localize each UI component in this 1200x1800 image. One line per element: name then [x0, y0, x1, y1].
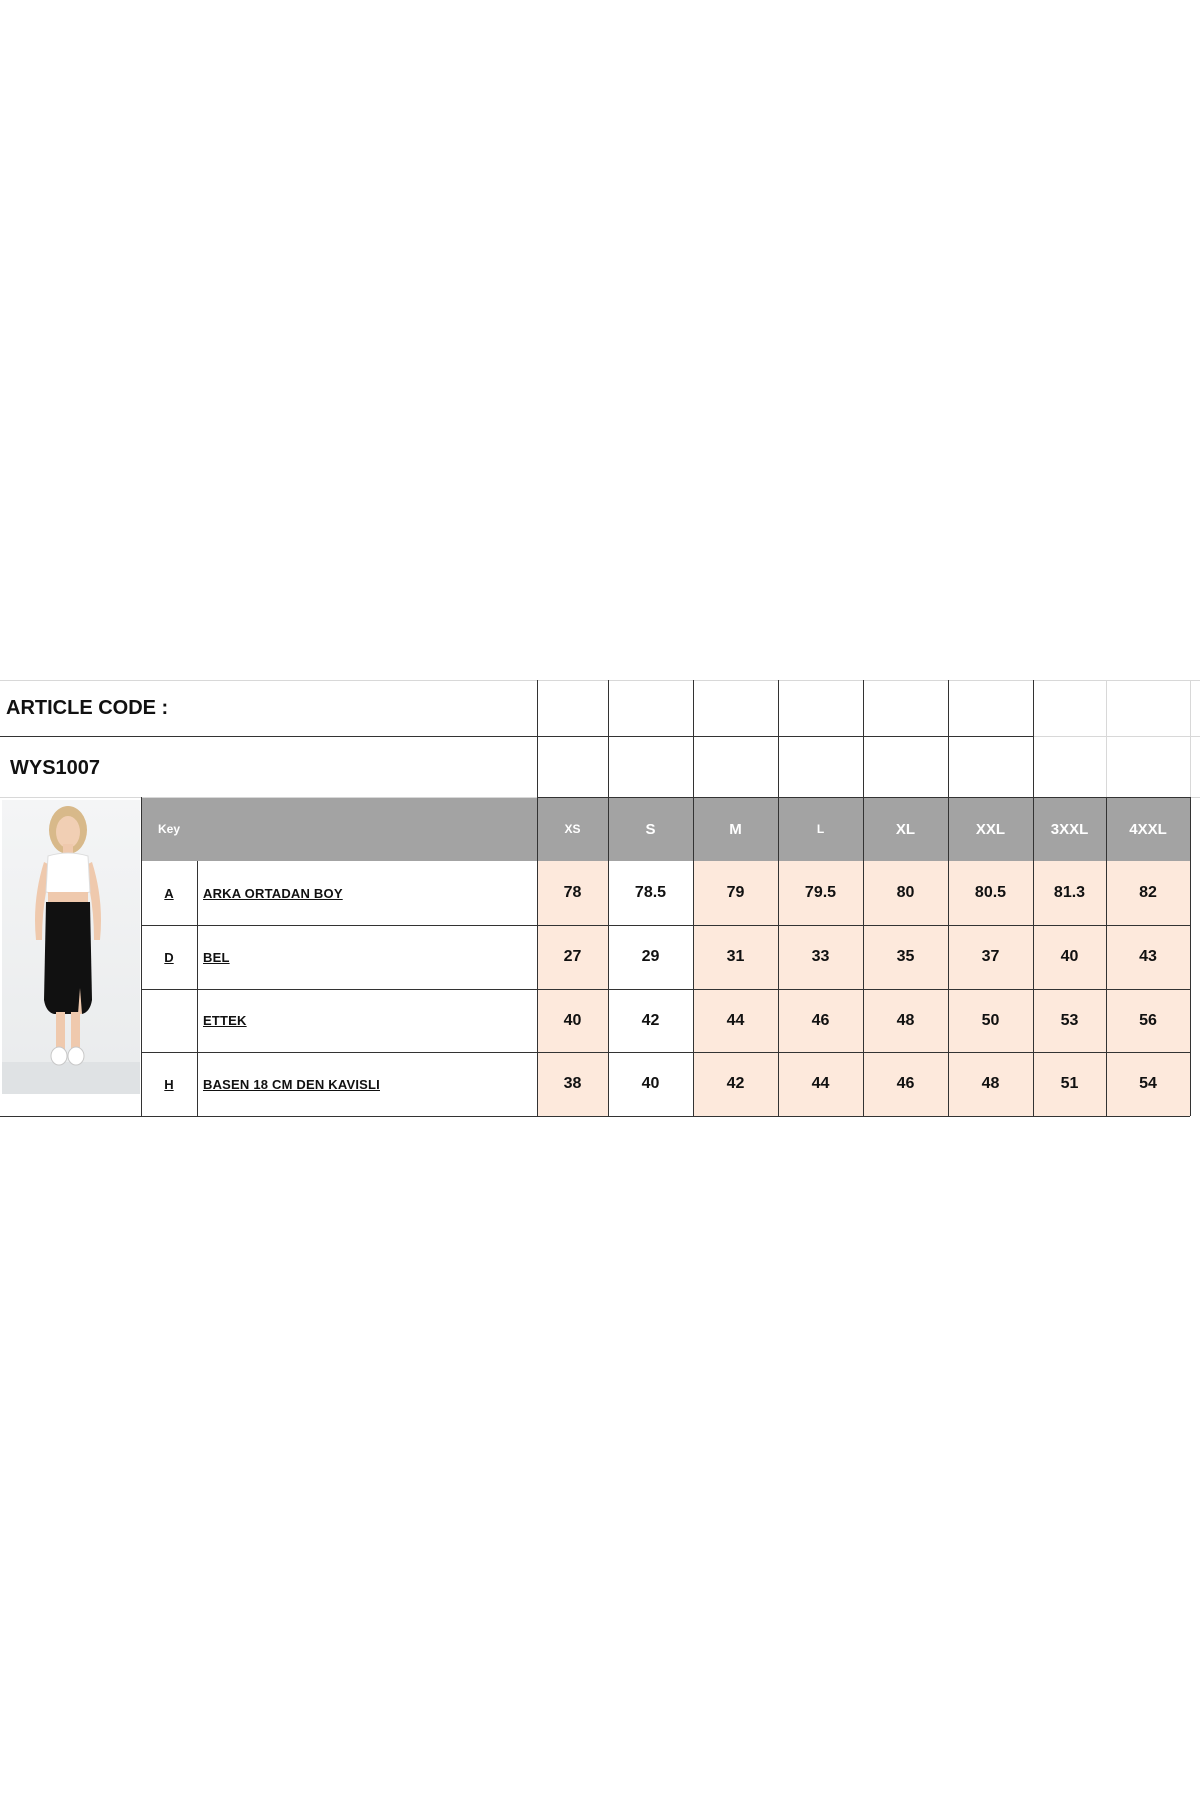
value-cell: 78.5 [608, 861, 693, 925]
grid-line [537, 797, 538, 1116]
value-cell: 40 [1033, 925, 1106, 989]
value-cell: 43 [1106, 925, 1190, 989]
grid-line [537, 736, 1033, 737]
grid-line [141, 1116, 1190, 1117]
grid-line [608, 680, 609, 797]
size-header-s: S [608, 797, 693, 861]
value-cell: 48 [863, 989, 948, 1052]
row-label: BEL [203, 949, 230, 965]
model-photo [2, 800, 140, 1094]
value-cell: 48 [948, 1052, 1033, 1116]
value-cell: 50 [948, 989, 1033, 1052]
value-cell: 81.3 [1033, 861, 1106, 925]
grid-line [1033, 680, 1034, 736]
measurement-column-header [197, 797, 537, 861]
value-cell: 40 [608, 1052, 693, 1116]
model-figure-icon [2, 800, 140, 1094]
value-cell: 51 [1033, 1052, 1106, 1116]
grid-line [141, 797, 142, 1116]
article-code-label: ARTICLE CODE : [6, 696, 169, 719]
grid-line [863, 797, 864, 1116]
value-cell: 80.5 [948, 861, 1033, 925]
row-key: D [164, 949, 174, 965]
value-cell: 38 [537, 1052, 608, 1116]
grid-line [778, 680, 779, 797]
value-cell: 35 [863, 925, 948, 989]
grid-line [693, 680, 694, 797]
grid-line [1033, 797, 1034, 1116]
grid-line [0, 680, 1200, 681]
size-header-m: M [693, 797, 778, 861]
grid-line [1106, 680, 1107, 797]
value-cell: 42 [693, 1052, 778, 1116]
value-cell: 44 [778, 1052, 863, 1116]
value-cell: 31 [693, 925, 778, 989]
row-key [141, 989, 197, 1052]
grid-line [1033, 736, 1200, 737]
value-cell: 40 [537, 989, 608, 1052]
grid-line [0, 736, 537, 737]
grid-line [0, 1116, 141, 1117]
grid-line [863, 680, 864, 797]
value-cell: 46 [863, 1052, 948, 1116]
value-cell: 78 [537, 861, 608, 925]
row-label: ETTEK [203, 1013, 247, 1028]
grid-line [948, 797, 949, 1116]
value-cell: 44 [693, 989, 778, 1052]
grid-line [197, 861, 198, 1116]
grid-line [778, 797, 779, 1116]
value-cell: 46 [778, 989, 863, 1052]
value-cell: 29 [608, 925, 693, 989]
value-cell: 79 [693, 861, 778, 925]
size-header-xxl: XXL [948, 797, 1033, 861]
grid-line [948, 680, 949, 797]
size-header-4xxl: 4XXL [1106, 797, 1190, 861]
grid-line [608, 797, 609, 1116]
value-cell: 27 [537, 925, 608, 989]
size-header-3xxl: 3XXL [1033, 797, 1106, 861]
grid-line [1190, 797, 1191, 1116]
value-cell: 79.5 [778, 861, 863, 925]
row-label: BASEN 18 CM DEN KAVISLI [203, 1076, 380, 1092]
size-header-xs: XS [537, 797, 608, 861]
value-cell: 56 [1106, 989, 1190, 1052]
size-header-xl: XL [863, 797, 948, 861]
row-key: A [164, 885, 174, 901]
grid-line [1190, 680, 1191, 797]
key-column-header: Key [141, 797, 197, 861]
value-cell: 53 [1033, 989, 1106, 1052]
value-cell: 80 [863, 861, 948, 925]
value-cell: 82 [1106, 861, 1190, 925]
row-key: H [164, 1076, 174, 1092]
size-header-l: L [778, 797, 863, 861]
value-cell: 54 [1106, 1052, 1190, 1116]
grid-line [1106, 797, 1107, 1116]
grid-line [537, 680, 538, 797]
article-code-value: WYS1007 [10, 756, 101, 779]
row-label: ARKA ORTADAN BOY [203, 885, 343, 901]
value-cell: 42 [608, 989, 693, 1052]
grid-line [693, 797, 694, 1116]
value-cell: 33 [778, 925, 863, 989]
value-cell: 37 [948, 925, 1033, 989]
